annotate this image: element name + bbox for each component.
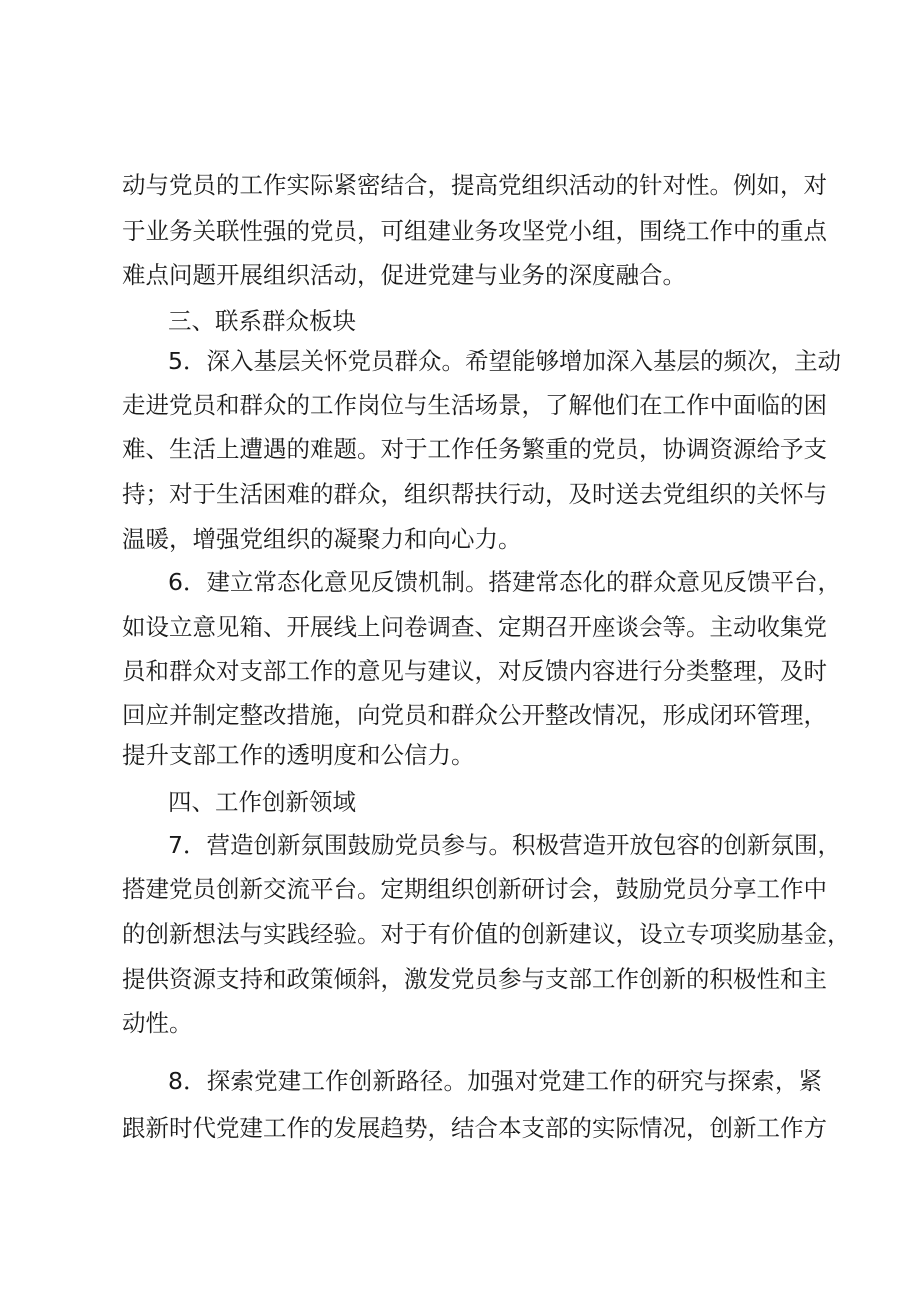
paragraph-line: 动与党员的工作实际紧密结合，提高党组织活动的针对性。例如，对	[122, 171, 827, 199]
paragraph-line: 走进党员和群众的工作岗位与生活场景，了解他们在工作中面临的困	[122, 391, 827, 419]
section-heading: 四、工作创新领域	[168, 788, 356, 816]
paragraph-line: 温暖，增强党组织的凝聚力和向心力。	[122, 525, 522, 553]
paragraph-line: 员和群众对支部工作的意见与建议，对反馈内容进行分类整理，及时	[122, 657, 827, 685]
paragraph-line: 于业务关联性强的党员，可组建业务攻坚党小组，围绕工作中的重点	[122, 217, 827, 245]
paragraph-line: 难点问题开展组织活动，促进党建与业务的深度融合。	[122, 261, 686, 289]
paragraph-line: 8．探索党建工作创新路径。加强对党建工作的研究与探索，紧	[168, 1067, 822, 1095]
paragraph-line: 动性。	[122, 1009, 193, 1037]
paragraph-line: 搭建党员创新交流平台。定期组织创新研讨会，鼓励党员分享工作中	[122, 875, 827, 903]
paragraph-line: 提供资源支持和政策倾斜，激发党员参与支部工作创新的积极性和主	[122, 965, 827, 993]
paragraph-line: 7．营造创新氛围鼓励党员参与。积极营造开放包容的创新氛围，	[168, 831, 841, 859]
paragraph-line: 的创新想法与实践经验。对于有价值的创新建议，设立专项奖励基金，	[122, 920, 851, 948]
paragraph-line: 提升支部工作的透明度和公信力。	[122, 741, 475, 769]
section-heading: 三、联系群众板块	[168, 307, 356, 335]
paragraph-line: 难、生活上遭遇的难题。对于工作任务繁重的党员，协调资源给予支	[122, 435, 827, 463]
paragraph-line: 持；对于生活困难的群众，组织帮扶行动，及时送去党组织的关怀与	[122, 480, 827, 508]
paragraph-line: 回应并制定整改措施，向党员和群众公开整改情况，形成闭环管理，	[122, 701, 827, 729]
paragraph-line: 如设立意见箱、开展线上问卷调查、定期召开座谈会等。主动收集党	[122, 613, 827, 641]
paragraph-line: 跟新时代党建工作的发展趋势，结合本支部的实际情况，创新工作方	[122, 1114, 827, 1142]
paragraph-line: 6．建立常态化意见反馈机制。搭建常态化的群众意见反馈平台，	[168, 568, 841, 596]
paragraph-line: 5．深入基层关怀党员群众。希望能够增加深入基层的频次，主动	[168, 347, 841, 375]
